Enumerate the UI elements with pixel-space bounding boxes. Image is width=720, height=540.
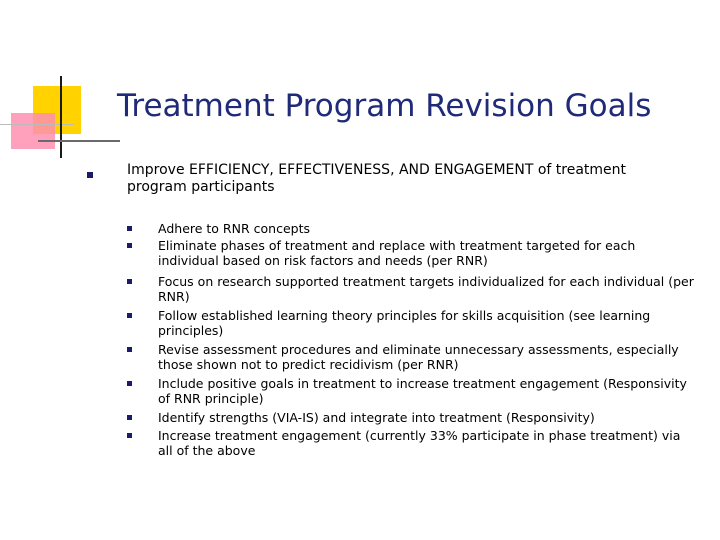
square-bullet-icon <box>87 172 93 178</box>
divider-line <box>0 124 74 125</box>
pink-square <box>11 113 55 149</box>
horizontal-line <box>38 140 120 142</box>
decorative-squares-icon <box>0 0 120 170</box>
square-bullet-icon <box>127 313 132 318</box>
square-bullet-icon <box>127 415 132 420</box>
square-bullet-icon <box>127 381 132 386</box>
list-item-text: Eliminate phases of treatment and replace with treatment targeted for each individual based on risk factors and needs (per RNR) <box>158 238 636 268</box>
list-item-text: Increase treatment engagement (currently 33% participate in phase treatment) via all of the above <box>158 428 681 458</box>
square-bullet-icon <box>127 433 132 438</box>
page-title: Treatment Program Revision Goals <box>117 88 652 124</box>
list-item-text: Follow established learning theory principles for skills acquisition (see learning principles) <box>158 308 651 338</box>
list-item <box>127 410 697 428</box>
list-item <box>127 428 697 462</box>
list-item-text: Identify strengths (VIA-IS) and integrate into treatment (Responsivity) <box>158 410 595 425</box>
list-item-text: Revise assessment procedures and eliminate unnecessary assessments, especially those shown not to predict recidivism (per RNR) <box>158 342 679 372</box>
list-item <box>127 238 697 274</box>
sub-bullet-list <box>127 221 697 462</box>
list-item-text: Focus on research supported treatment targets individualized for each individual (per RNR) <box>158 274 694 304</box>
list-item <box>127 221 697 238</box>
vertical-line <box>60 76 62 158</box>
main-bullet-text: Improve EFFICIENCY, EFFECTIVENESS, AND ENGAGEMENT of treatment program participants <box>127 162 627 195</box>
square-bullet-icon <box>127 226 132 231</box>
square-bullet-icon <box>127 279 132 284</box>
list-item <box>127 342 697 376</box>
square-bullet-icon <box>127 347 132 352</box>
list-item-text: Adhere to RNR concepts <box>158 221 310 236</box>
square-bullet-icon <box>127 243 132 248</box>
list-item-text: Include positive goals in treatment to increase treatment engagement (Responsivity of RNR principle) <box>158 376 687 406</box>
list-item <box>127 274 697 308</box>
list-item <box>127 376 697 410</box>
list-item <box>127 308 697 342</box>
